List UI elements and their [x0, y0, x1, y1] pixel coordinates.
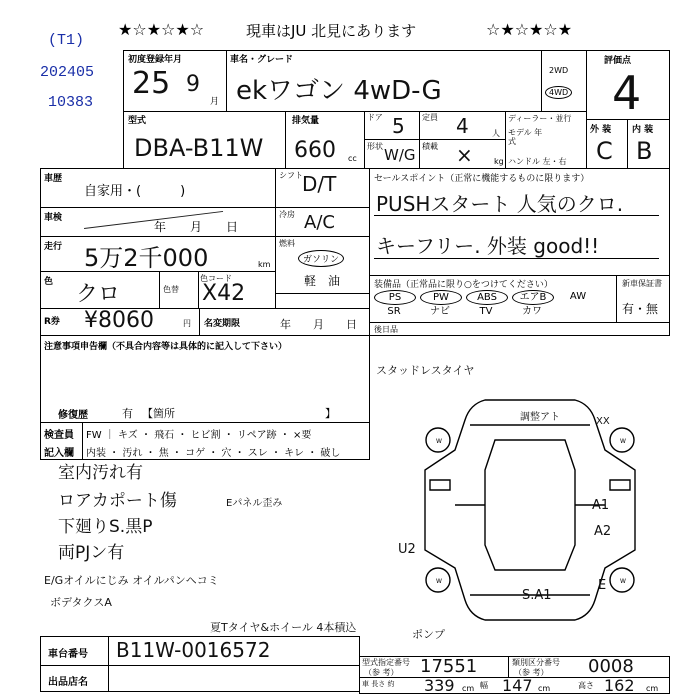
history-options: 自家用・( ) [84, 184, 186, 199]
fuel-gasoline: ガソリン [298, 250, 344, 267]
diagram-note-a2: A2 [594, 524, 612, 539]
height-unit: cm [646, 684, 659, 693]
inspector-codes: FW ｜ キズ ・ 飛石 ・ ヒビ割 ・ リペア跡 ・ ×要 [86, 430, 312, 441]
category-label: 類別区分番号 [512, 658, 560, 667]
color-code-label: 色コード [200, 274, 232, 283]
wheel-mark-rr: W [620, 578, 626, 585]
name-change-label: 名変期限 [204, 319, 241, 329]
door-label: ドア [367, 113, 383, 122]
type-label: 型式 [128, 116, 147, 126]
repair-history-label: 修復歴 [58, 410, 88, 421]
warranty-label: 新車保証書 [622, 279, 662, 288]
equipment-item: SR [387, 306, 401, 317]
note-side: Eパネル歪み [226, 498, 283, 509]
equipment-item: エアB [512, 290, 554, 305]
inspection-label: 車検 [44, 213, 63, 223]
note-summer-tires: 夏Tタイヤ&ホイール 4本積込 [210, 621, 357, 634]
drive-4wd: 4WD [545, 86, 572, 99]
first-reg-year: 25 [132, 66, 171, 101]
diagram-note-top: 調整アト [520, 412, 560, 423]
handle-label: ハンドル 左・右 [508, 157, 567, 166]
capacity-value: 4 [456, 114, 469, 138]
ac-value: A/C [304, 212, 335, 233]
fuel-diesel: 軽 油 [304, 274, 341, 288]
car-mirror-right [610, 480, 630, 490]
inspector-divider [82, 422, 83, 460]
stamp-date: 202405 [40, 64, 95, 81]
displacement-value: 660 [294, 138, 336, 163]
shift-value: D/T [302, 172, 337, 196]
sales-point-box [369, 168, 670, 276]
wheel-mark-fr: W [620, 438, 626, 445]
model-grade-value: ekワゴン 4wD-G [236, 76, 442, 106]
first-reg-month: 9 [186, 72, 200, 97]
displacement-label: 排気量 [292, 116, 320, 126]
name-change-fields: 年 月 日 [280, 318, 357, 331]
diagram-note-sa1: S.A1 [522, 588, 552, 603]
equipment-item: TV [479, 306, 493, 317]
model-spec-label: 型式指定番号 [362, 658, 410, 667]
model-grade-label: 車名・グレード [230, 55, 294, 65]
color-value: クロ [76, 282, 121, 307]
dimensions-label: 車 長さ 約 [362, 680, 395, 688]
door-value: 5 [392, 114, 405, 138]
model-year-label: モデル 年式 [508, 128, 543, 146]
length-value: 339 [424, 676, 455, 695]
diagram-note-u2: U2 [398, 542, 416, 557]
diagram-note-xx: XX [596, 416, 610, 427]
car-roof [485, 440, 575, 570]
note-line-6: ボデタクスA [50, 596, 112, 609]
recycle-label: R券 [44, 317, 60, 327]
recycle-value: ¥8060 [84, 308, 154, 333]
wheel-mark-fl: W [436, 438, 442, 445]
model-spec-ref: （参 考） [364, 668, 399, 677]
height-label: 高さ [578, 681, 594, 690]
notes-label: 注意事項申告欄（不具合内容等は具体的に記入して下さい） [44, 342, 288, 352]
equipment-grid [374, 290, 614, 322]
color-label: 色 [44, 277, 54, 287]
mileage-value: 5万2千000 [84, 244, 209, 272]
equipment-item: PS [374, 290, 416, 305]
width-value: 147 [502, 676, 533, 695]
load-value: × [456, 143, 473, 167]
sales-underline-2 [374, 258, 659, 259]
first-reg-month-unit: 月 [210, 97, 220, 107]
sales-point-label: セールスポイント（正常に機能するものに限ります） [374, 174, 590, 184]
equipment-item: カワ [522, 306, 542, 317]
sales-point-line2: キーフリー. 外装 good!! [376, 234, 600, 258]
header-notice: 現車はJU 北見にあります [246, 22, 417, 40]
displacement-unit: cc [348, 154, 357, 163]
interior-value: B [636, 137, 653, 165]
color-code-value: X42 [202, 281, 246, 306]
sales-point-line1: PUSHスタート 人気のクロ. [376, 192, 624, 216]
stamp-tag: (T1) [48, 32, 85, 49]
equipment-label: 装備品（正常品に限り○をつけてください） [374, 280, 553, 290]
sales-underline-1 [374, 215, 659, 216]
exhibitor-divider [108, 665, 109, 692]
width-label: 幅 [480, 681, 488, 690]
recycle-unit: 円 [183, 319, 191, 328]
capacity-unit: 人 [492, 129, 500, 138]
drive-box [541, 50, 587, 112]
shape-label: 形状 [367, 142, 383, 151]
equipment-item: ABS [466, 290, 508, 305]
mileage-label: 走行 [44, 242, 63, 252]
entry-label: 記入欄 [44, 448, 74, 459]
first-reg-label: 初度登録年月 [128, 55, 183, 65]
car-mirror-left [430, 480, 450, 490]
inspection-fields: 年 月 日 [154, 220, 239, 234]
rear-box [369, 322, 670, 336]
stamp-number: 10383 [48, 94, 94, 111]
chassis-divider [108, 636, 109, 666]
category-value: 0008 [588, 656, 634, 677]
score-value: 4 [612, 66, 642, 120]
score-label: 評価点 [604, 56, 632, 66]
chassis-value: B11W-0016572 [116, 638, 271, 662]
header-stars-left: ★☆★☆★☆ [118, 20, 205, 39]
equipment-item: AW [569, 291, 587, 302]
wheel-mark-rl: W [436, 578, 442, 585]
warranty-options: 有・無 [622, 302, 659, 316]
note-line-1: 室内汚れ有 [58, 463, 143, 483]
inspector-label: 検査員 [44, 430, 74, 441]
equipment-item: PW [420, 290, 462, 305]
rear-label: 後日品 [374, 325, 398, 334]
exterior-value: C [596, 137, 613, 165]
width-unit: cm [538, 684, 551, 693]
header-stars-right: ☆★☆★☆★ [486, 20, 573, 39]
studless-note: スタッドレスタイヤ [376, 364, 475, 377]
note-line-2: ロアカポート傷 [58, 491, 177, 511]
type-value: DBA-B11W [134, 134, 264, 162]
repair-location-text: 箇所 [153, 407, 175, 420]
color-change-label: 色替 [163, 285, 179, 294]
shape-value: W/G [384, 146, 416, 164]
exterior-label: 外 装 [590, 125, 612, 135]
diagram-note-e: E [598, 578, 607, 593]
note-line-3: 下廻りS.黒P [58, 517, 153, 537]
dealer-label: ディーラー・並行 [508, 114, 572, 123]
mileage-unit: km [258, 260, 271, 269]
model-spec-value: 17551 [420, 656, 478, 677]
history-label: 車歴 [44, 174, 63, 184]
note-line-4: 両PJン有 [58, 543, 125, 563]
drive-2wd: 2WD [549, 66, 569, 75]
capacity-label: 定員 [422, 113, 438, 122]
repair-has: 有 [122, 407, 133, 420]
category-ref: （参 考） [514, 668, 549, 677]
interior-label: 内 装 [632, 125, 654, 135]
load-unit: kg [494, 157, 504, 166]
fuel-label: 燃料 [279, 239, 295, 248]
exhibitor-box [40, 665, 360, 692]
repair-location: 【箇所 】 [142, 407, 336, 420]
load-label: 積載 [422, 142, 438, 151]
equipment-item: ナビ [430, 306, 450, 317]
height-value: 162 [604, 676, 635, 695]
diagram-note-pump: ポンプ [412, 628, 445, 641]
note-line-5: E/Gオイルにじみ オイルパンヘコミ [44, 574, 219, 587]
shift-label: シフト [279, 171, 303, 180]
ac-label: 冷房 [279, 210, 295, 219]
length-unit: cm [462, 684, 475, 693]
chassis-label: 車台番号 [48, 649, 88, 660]
entry-codes: 内装 ・ 汚れ ・ 焦 ・ コゲ ・ 穴 ・ スレ ・ キレ ・ 破し [86, 448, 341, 459]
diagram-note-a1: A1 [592, 498, 610, 513]
exhibitor-label: 出品店名 [48, 677, 88, 688]
